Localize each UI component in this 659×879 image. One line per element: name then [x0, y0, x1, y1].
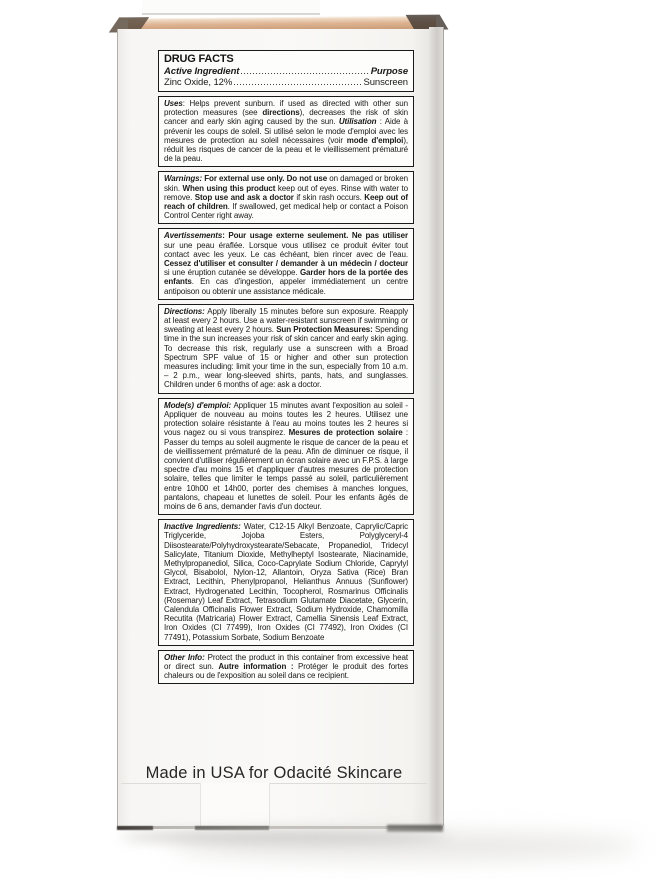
label-section-avertissements	[158, 228, 414, 299]
label-section-mode-demploi	[158, 398, 414, 515]
dotted-leader	[233, 77, 362, 88]
bottom-edge-shadow-left	[117, 826, 153, 830]
other-info-text: Other Info: Protect the product in this container from excessive heat or direct sun. Autre information : Protéger le produit des fortes chaleurs ou de l'exposition au soleil dans ce recipient.	[164, 652, 408, 681]
avertissements-text: Avertissements: Pour usage externe seulement. Ne pas utiliser sur une peau éraflée. Lorsque vous utilisez ce produit éviter tout contact avec les yeux. Le cas échéant, bien rincer avec de l'eau. Cessez d'utiliser et consulter / demander à un médecin / docteur si une éruption cutanée se développe. Garder hors de la portée des enfants. En cas d'ingestion, appeler immédiatement un centre antipoison ou obtenir une assistance médicale.	[164, 231, 408, 296]
purpose-label: Purpose	[370, 66, 408, 77]
drug-facts-label	[158, 50, 414, 684]
box-front-face	[117, 29, 430, 828]
box-cast-shadow	[120, 830, 450, 844]
active-ingredient-row	[164, 66, 408, 77]
box-bottom-crease	[121, 783, 427, 784]
drug-facts-title: DRUG FACTS	[164, 53, 234, 65]
ingredient-value-row	[164, 77, 408, 88]
uses-text: Uses: Helps prevent sunburn. if used as directed with other sun protection measures (see directions), decreases the risk of skin cancer and early skin aging caused by the sun. Utilisation : Aide à prévenir les coups de soleil. Si utilisé selon le mode d'emploi avec les mesures de protection au soleil nécessaires (voir mode d'emploi), réduit les risques de cancer de la peau et le vieillissement prématuré de la peau.	[164, 99, 408, 164]
label-section-header	[158, 50, 414, 92]
made-in-text: Made in USA for Odacité Skincare	[145, 764, 403, 782]
mode-demploi-text: Mode(s) d'emploi: Appliquer 15 minutes avant l'exposition au soleil - Appliquer de nouveau au moins toutes les 2 heures. Utilisez une protection solaire résistante à l'eau au moins toutes les 2 heures si vous nagez ou si vous transpirez. Mesures de protection solaire : Passer du temps au soleil augmente le risque de cancer de la peau et de vieillissement prématuré de la peau. Afin de diminuer ce risque, il convient d'utiliser régulièrement un écran solaire avec un F.P.S. à large spectre d'au moins 15 et d'appliquer d'autres mesures de protection solaire, telles que limiter le temps passé au soleil, particulièrement entre 10h00 et 14h00, porter des chemises à manches longues, pantalons, chapeau et lunettes de soleil. Pour les enfants âgés de moins de 6 ans, demander l'avis d'un docteur.	[164, 400, 408, 511]
product-box	[112, 14, 443, 836]
label-section-warnings	[158, 171, 414, 224]
box-bottom-edge	[117, 826, 443, 829]
label-section-other-info	[158, 650, 414, 685]
active-ingredient-label: Active Ingredient	[164, 66, 240, 77]
label-section-directions	[158, 304, 414, 394]
label-section-uses	[158, 96, 414, 167]
warnings-text: Warnings: For external use only. Do not use on damaged or broken skin. When using this product keep out of eyes. Rinse with water to remove. Stop use and ask a doctor if skin rash occurs. Keep out of reach of children. If swallowed, get medical help or contact a Poison Control Center right away.	[164, 174, 408, 221]
directions-text: Directions: Apply liberally 15 minutes before sun exposure. Reapply at least every 2 hours. Use a water-resistant sunscreen if swimming or sweating at least every 2 hours. Sun Protection Measures: Spending time in the sun increases your risk of skin cancer and early skin aging. To decrease this risk, regularly use a sunscreen with a Broad Spectrum SPF value of 15 or higher and other sun protection measures including: limit your time in the sun, especially from 10 a.m. – 2 p.m., wear long-sleeved shirts, pants, hats, and sunglasses. Children under 6 months of age: ask a doctor.	[164, 306, 408, 390]
inactive-ingredients-text: Inactive Ingredients: Water, C12-15 Alkyl Benzoate, Caprylic/Capric Triglyceride, Jojoba Esters, Polyglyceryl-4 Diisostearate/Polyhydroxystearate/Sebacate, Propanediol, Tridecyl Salicylate, Titanium Dioxide, Methylheptyl Isostearate, Niacinamide, Methylpropanediol, Silica, Coco-Caprylate Sodium Chloride, Caprylyl Glycol, Bisabolol, Nylon-12, Allantoin, Oryza Sativa (Rice) Bran Extract, Lecithin, Phenylpropanol, Helianthus Annuus (Sunflower) Extract, Hydrogenated Lecithin, Tocopherol, Rosmarinus Officinalis (Rosemary) Leaf Extract, Tetrasodium Glutamate Diacetate, Glycerin, Calendula Officinalis Flower Extract, Sodium Hydroxide, Chamomilla Recutita (Matricaria) Flower Extract, Camellia Sinensis Leaf Extract, Iron Oxides (CI 77499), Iron Oxides (CI 77492), Iron Oxides (CI 77491), Potassium Sorbate, Sodium Benzoate	[164, 522, 408, 642]
label-section-inactive-ingredients	[158, 519, 414, 646]
ingredient-value: Zinc Oxide, 12%	[164, 77, 233, 88]
box-bottom-tuck-flap	[200, 783, 270, 827]
dotted-leader	[240, 66, 369, 77]
purpose-value: Sunscreen	[363, 77, 408, 88]
box-side-panel	[429, 27, 444, 826]
box-back-flap	[142, 0, 320, 15]
